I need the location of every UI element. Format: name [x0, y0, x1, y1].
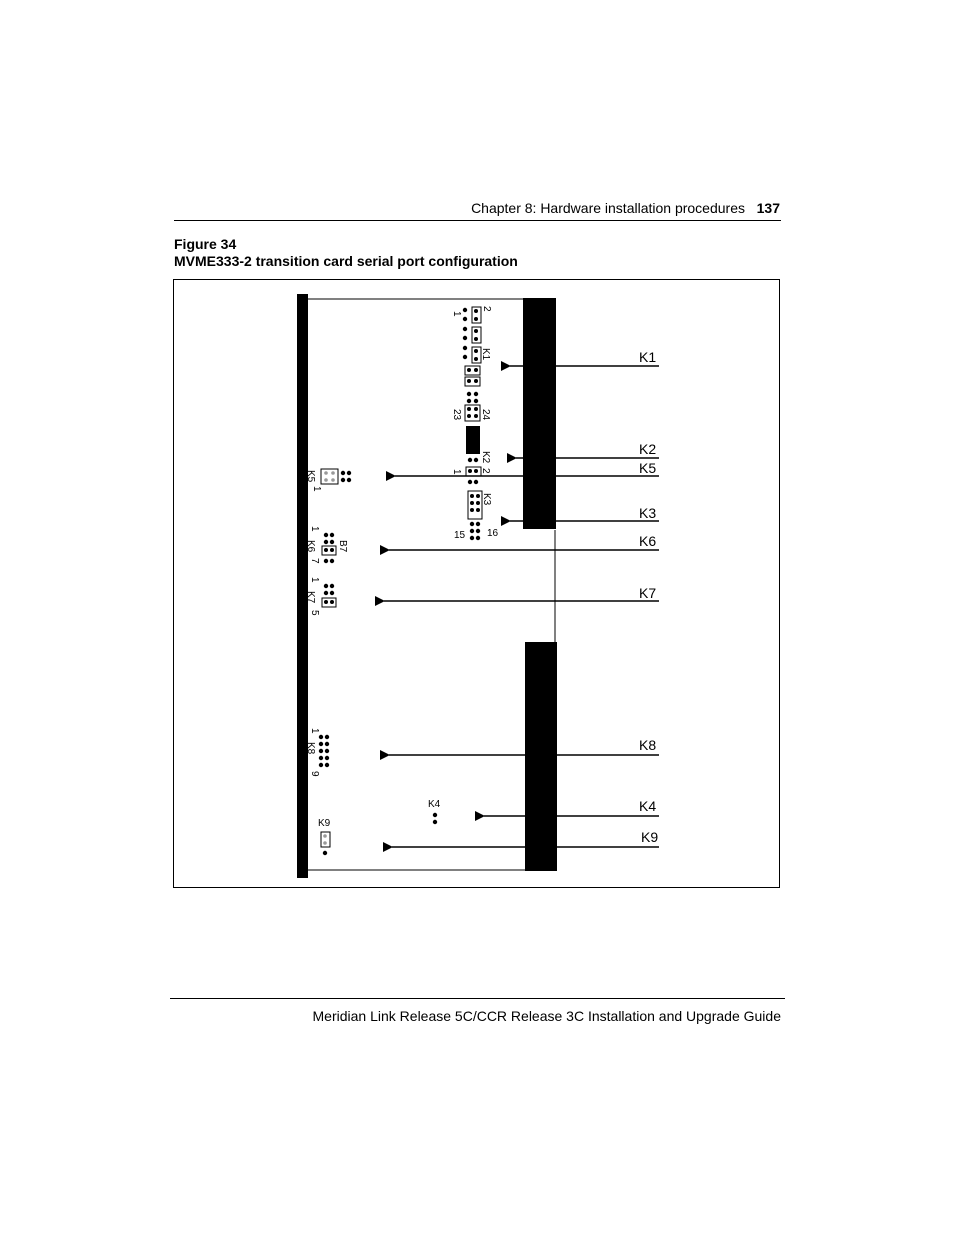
k6-label: K6: [305, 540, 316, 553]
k8-callout-label: K8: [639, 737, 657, 753]
figure-number: Figure 34: [174, 236, 237, 252]
k3-label: K3: [481, 493, 492, 506]
card-edge-bar: [297, 294, 308, 878]
k8-jumper-block: [319, 735, 329, 767]
figure-box: [173, 279, 780, 888]
k5-pin-label: 1: [311, 486, 322, 492]
k1-pin-c-label: 23: [451, 409, 462, 421]
k4-label: K4: [428, 799, 441, 810]
k6-callout-label: K6: [639, 533, 657, 549]
k1-pin-b-label: 2: [481, 306, 492, 312]
k2-label: K2: [480, 451, 491, 464]
k3-pin-b-label: 16: [487, 528, 499, 539]
k8-label: K8: [305, 742, 316, 755]
k9-jumper: [321, 832, 330, 855]
k2-callout-label: K2: [639, 441, 657, 457]
k9-callout-label: K9: [641, 829, 659, 845]
k5-callout-label: K5: [639, 460, 657, 476]
k3-jumper-block: [468, 491, 482, 540]
k9-label: K9: [318, 818, 331, 829]
k7-pin-b-label: 5: [309, 610, 320, 616]
header-rule: [174, 220, 781, 221]
k3-pin-a-label: 15: [454, 530, 466, 541]
footer-title: Meridian Link Release 5C/CCR Release 3C Installation and Upgrade Guide: [312, 1008, 781, 1024]
k5-label: K5: [305, 470, 316, 483]
k8-pin-a-label: 1: [309, 728, 320, 734]
page-number: 137: [756, 200, 780, 216]
k3-callout-label: K3: [639, 505, 657, 521]
transition-card-diagram: [174, 280, 779, 887]
k7-pin-a-label: 1: [309, 577, 320, 583]
b7-label: B7: [337, 540, 348, 553]
k2-pin-a-label: 1: [451, 469, 462, 475]
footer-rule: [170, 998, 785, 999]
k6-pin-b-label: 7: [309, 558, 320, 564]
chapter-title: Chapter 8: Hardware installation procedures: [471, 200, 745, 216]
k4-jumper: [433, 813, 437, 824]
k8-pin-b-label: 9: [309, 771, 320, 777]
running-header: [174, 200, 780, 220]
k2-pin-b-label: 2: [480, 468, 491, 474]
k1-jumper-block: [463, 307, 481, 421]
k1-callout-label: K1: [639, 349, 657, 365]
lower-connector-block: [525, 642, 557, 871]
k7-callout-label: K7: [639, 585, 657, 601]
k7-label: K7: [305, 591, 316, 604]
k6-jumper-block: [322, 533, 336, 563]
k7-jumper-block: [322, 584, 336, 607]
k1-pin-d-label: 24: [480, 409, 491, 421]
k6-pin-a-label: 1: [309, 526, 320, 532]
k1-pin-a-label: 1: [451, 311, 462, 317]
k4-callout-label: K4: [639, 798, 657, 814]
k5-jumper-block: [321, 469, 351, 484]
figure-caption: MVME333-2 transition card serial port configuration: [174, 253, 518, 269]
k1-label: K1: [480, 348, 491, 361]
upper-connector-block: [523, 298, 556, 529]
